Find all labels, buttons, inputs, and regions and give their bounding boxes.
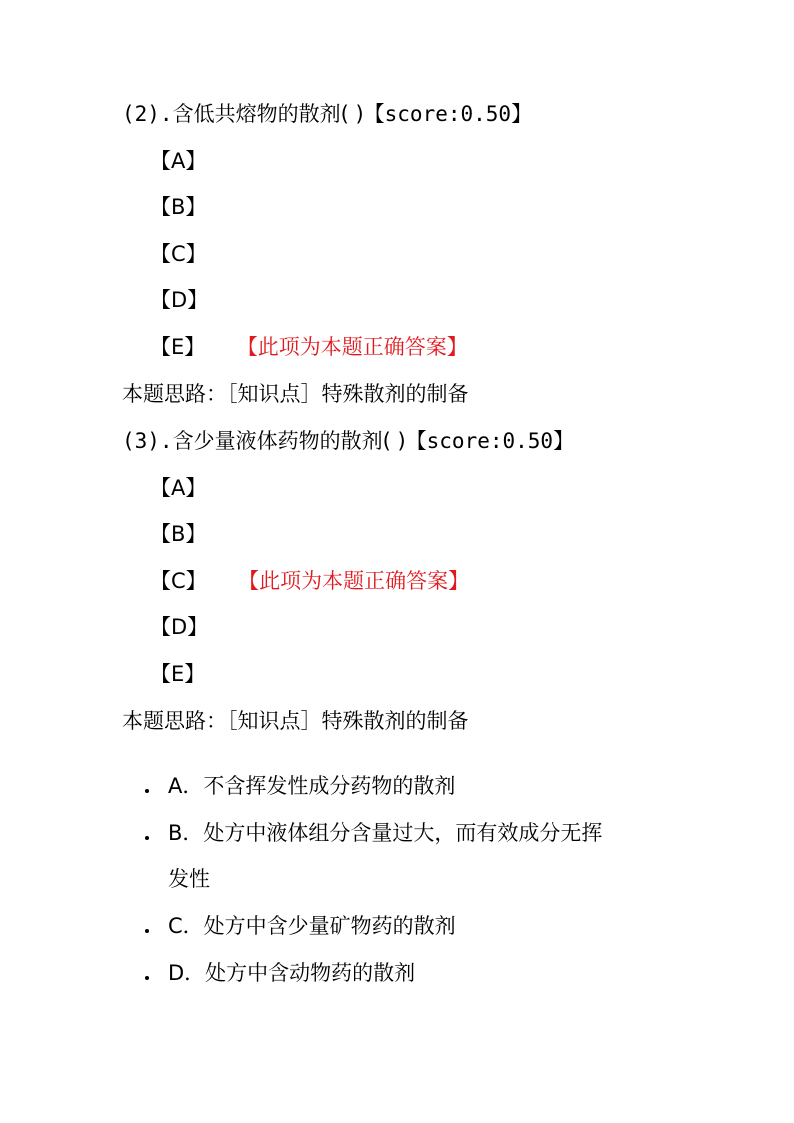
bullet-icon — [145, 976, 149, 980]
bullet-icon — [145, 836, 149, 840]
choice-d: D．处方中含动物药的散剂 — [168, 961, 416, 985]
option-label: 【B】 — [150, 522, 207, 546]
choice-b-continuation: 发性 — [168, 867, 210, 891]
option-label: 【D】 — [150, 615, 209, 639]
q3-option-e — [150, 659, 205, 689]
choice-c: C．处方中含少量矿物药的散剂 — [168, 914, 456, 938]
question-stem: 含低共熔物的散剂( ) — [172, 102, 364, 126]
option-label: 【B】 — [150, 195, 207, 219]
q2-option-e — [150, 332, 468, 362]
q2-option-b — [150, 192, 206, 222]
question-number: (2). — [122, 102, 173, 126]
option-label: 【C】 — [150, 242, 207, 266]
q3-option-a — [150, 473, 206, 503]
option-label: 【A】 — [150, 476, 207, 500]
option-label: 【A】 — [150, 149, 207, 173]
q2-option-c — [150, 239, 207, 269]
option-label: 【E】 — [150, 335, 206, 359]
option-label: 【D】 — [150, 288, 209, 312]
q3-analysis: 本题思路：［知识点］特殊散剂的制备 — [122, 709, 469, 733]
option-label: 【E】 — [150, 662, 206, 686]
choice-b: B．处方中液体组分含量过大，而有效成分无挥 — [168, 821, 603, 845]
choice-a: A．不含挥发性成分药物的散剂 — [168, 774, 456, 798]
question-2-header — [122, 99, 532, 129]
q2-option-d — [150, 285, 208, 315]
bullet-icon — [145, 789, 149, 793]
option-label: 【C】 — [150, 569, 207, 593]
q3-option-c — [150, 566, 469, 596]
correct-answer-marker: 【此项为本题正确答案】 — [247, 335, 468, 359]
q2-option-a — [150, 146, 206, 176]
q3-option-b — [150, 519, 206, 549]
bullet-icon — [145, 929, 149, 933]
q3-option-d — [150, 612, 208, 642]
question-number: (3). — [122, 429, 173, 453]
question-score: 【score:0.50】 — [363, 102, 533, 126]
question-3-header — [122, 426, 574, 456]
question-score: 【score:0.50】 — [405, 429, 575, 453]
q2-analysis: 本题思路：［知识点］特殊散剂的制备 — [122, 382, 469, 406]
question-stem: 含少量液体药物的散剂( ) — [172, 429, 406, 453]
correct-answer-marker: 【此项为本题正确答案】 — [248, 569, 470, 593]
